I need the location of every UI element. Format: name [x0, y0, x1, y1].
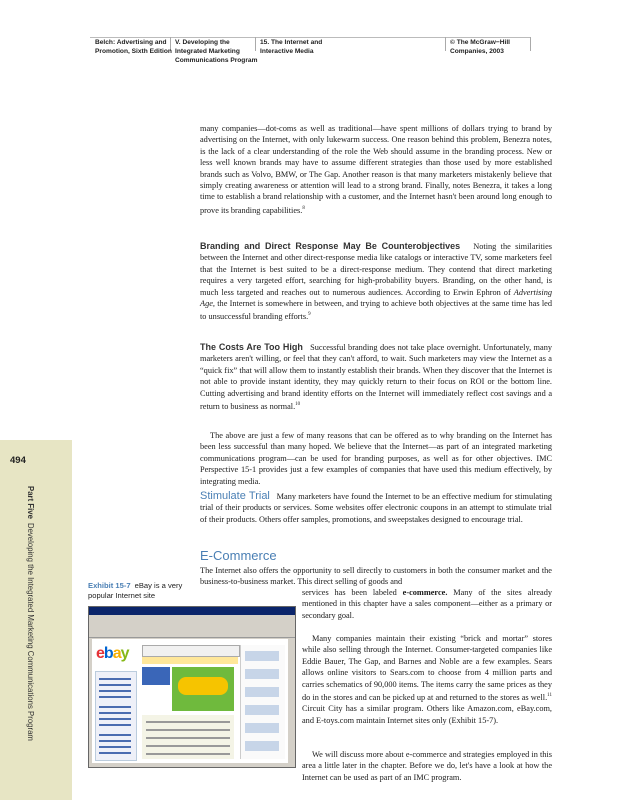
- footnote-ref: 8: [302, 205, 305, 211]
- ebay-homepage: [92, 639, 288, 763]
- paragraph-text: the Internet is somewhere in between, and trying to achieve both objectives at the same time has led to unsuccessful branding efforts.: [200, 299, 552, 322]
- publication-title: Advertising Age,: [200, 287, 553, 309]
- paragraph-ecommerce-cont: [302, 587, 552, 621]
- paragraph-closing: [302, 749, 552, 783]
- subheading: Branding and Direct Response May Be Counterobjectives: [200, 241, 461, 251]
- ebay-screenshot: [88, 606, 296, 768]
- exhibit-caption-text: eBay is a very popular Internet site: [88, 581, 183, 600]
- paragraph-counterobjectives: [200, 241, 552, 323]
- paragraph-brick-and-mortar: [302, 633, 552, 726]
- header-copyright: [450, 38, 510, 56]
- header-text: V. Developing the: [175, 39, 230, 46]
- header-text: Integrated Marketing: [175, 48, 240, 55]
- paragraph-text: Many marketers have found the Internet to be an effective medium for stimulating trial of their products or services. Some websites offer electronic coupons in an attempt to stimulate trial of their products. Others offer samples, promotions, and sweepstakes designed to encourage trial.: [200, 492, 552, 524]
- footnote-ref: 11: [547, 693, 552, 699]
- header-text: Communications Program: [175, 57, 258, 64]
- subheading: Stimulate Trial: [200, 490, 270, 502]
- ebay-logo: ebay: [96, 645, 129, 662]
- header-text: Promotion, Sixth Edition: [95, 48, 172, 55]
- footnote-ref: 9: [308, 312, 311, 318]
- right-column: [240, 645, 285, 759]
- part-label: Part Five: [26, 486, 35, 519]
- section-label: Developing the Integrated Marketing Communications Program: [26, 522, 35, 741]
- paragraph-text: The Internet also offers the opportunity to sell directly to customers in both the consumer market and the business-to-business market. This direct selling of goods and: [200, 566, 552, 587]
- page-number: 494: [10, 455, 26, 466]
- paragraph-text: Noting the similarities between the Internet and other direct-response media like catalogs or interactive TV, some marketers feel that the Internet is best suited to be a direct-response medium. They contend that direct marketing requires a very targeted effort, searching for high-probability buyers. Branding, on the other hand, is much less targeted and reaches out to numerous audiences. According to Erwin Ephron of: [200, 242, 552, 297]
- browser-title-bar: [89, 607, 295, 615]
- paragraph-stimulate-trial: [200, 491, 552, 525]
- exhibit-caption: [88, 581, 188, 601]
- paragraph-text: Successful branding does not take place overnight. Unfortunately, many marketers aren't willing, or feel that they can't afford, to wait. Such marketers may view the Internet as a “quick fix” that will allow them to instantly establish their brands. When they discover that the Internet is not able to provide instant identity, they may quickly return to their focus on ROI or the bottom line. Cutting advertising and brand identity efforts on the Internet will immediately reflect cost savings and a return to business as normal.: [200, 343, 552, 411]
- paragraph-text: services has been labeled: [302, 588, 397, 597]
- running-head: [26, 486, 35, 741]
- paragraph-text: many companies—dot-coms as well as traditional—have spent millions of dollars trying to brand by advertising on the Internet, with only lukewarm success. One reason behind this problem, Benezra notes, is the lack of a clear understanding of the role the Web should assume in the branding process. New or less well known brands may have to assume different strategies than those used by more established brands such as Volvo, BMW, or The Gap. Another reason is that many marketers mistakenly believe that simply creating awareness or attention will lead to a strong brand. Finally, notes Benezra, it takes a long time to establish a brand relationship with a customer, and the Internet hasn't been around long enough to prove its branding capabilities.: [200, 124, 552, 215]
- paragraph-text: Many of the sites already mentioned in this chapter have a sales component—either as a primary or secondary goal.: [302, 588, 553, 620]
- margin-band: [0, 440, 72, 800]
- paragraph-costs: [200, 342, 552, 412]
- paragraph-text: The above are just a few of many reasons that can be offered as to why branding on the Internet has been less successful than many hoped. We believe that the Internet—as part of an integrated marketing communications program—can be used for branding purposes, as well as for other objectives. IMC Perspective 15-1 provides just a few examples of companies that have used this medium effectively, by integrating media.: [200, 431, 552, 486]
- browser-toolbar: [89, 615, 295, 638]
- header-book-title: [95, 38, 172, 56]
- header-text: 15. The Internet and: [260, 39, 323, 46]
- exhibit-label: Exhibit 15-7: [88, 581, 131, 590]
- paragraph-text: Many companies maintain their existing “brick and mortar” stores while also selling through the Internet. Consumer-targeted companies like Eddie Bauer, The Gap, and Barnes and Noble are a few examples. Sears allows online visitors to Sears.com to choose from 4 million parts and carries schematics of 90,000 items. The items carry the same prices as they do in the stores and can be picked up at and returned to the stores as well.: [302, 634, 552, 702]
- search-bar: [142, 657, 238, 664]
- site-nav-bar: [142, 645, 240, 657]
- header-text: Belch: Advertising and: [95, 39, 167, 46]
- header-divider: [530, 37, 531, 51]
- key-term: e-commerce.: [402, 588, 448, 597]
- promo-banner: [172, 667, 234, 711]
- header-divider: [445, 37, 446, 51]
- header-text: Companies, 2003: [450, 48, 504, 55]
- featured-list: [142, 715, 234, 759]
- subheading: The Costs Are Too High: [200, 342, 303, 352]
- header-text: Interactive Media: [260, 48, 314, 55]
- welcome-box: [142, 667, 170, 685]
- category-column: [95, 671, 137, 761]
- footnote-ref: 10: [295, 402, 301, 408]
- header-part-title: [175, 38, 257, 65]
- section-heading-ecommerce: E-Commerce: [200, 548, 277, 563]
- paragraph-branding-intro: [200, 123, 552, 216]
- paragraph-text: We will discuss more about e-commerce and strategies employed in this area a little later in the chapter. Before we do, let's have a look at how the Internet can be used as part of an IMC program.: [302, 750, 552, 782]
- paragraph-text: Circuit City has a similar program. Others like Amazon.com, eBay.com, and E-toys.com maintain Internet sites only (Exhibit 15-7).: [302, 704, 552, 725]
- header-text: © The McGraw−Hill: [450, 39, 511, 46]
- header-chapter-title: [260, 38, 322, 56]
- paragraph-ecommerce: [200, 565, 552, 588]
- paragraph-reasons: [200, 430, 552, 487]
